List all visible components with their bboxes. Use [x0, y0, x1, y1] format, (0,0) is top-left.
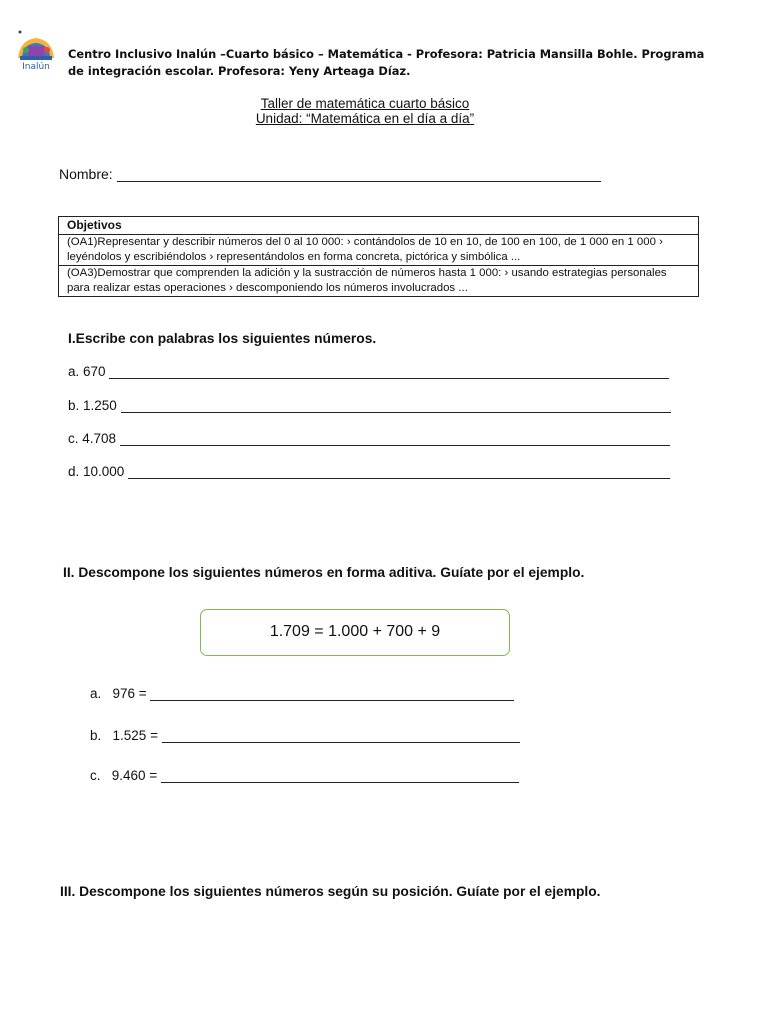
- section-1-item-a: [68, 364, 669, 379]
- item-label: d. 10.000: [68, 464, 125, 479]
- item-expression: 976 =: [112, 686, 147, 701]
- section-2-item-c: [90, 768, 519, 783]
- answer-line[interactable]: [109, 364, 669, 379]
- answer-line[interactable]: [161, 768, 519, 783]
- objectives-table: [58, 216, 699, 297]
- title-line-2: Unidad: “Matemática en el día a día”: [255, 111, 475, 126]
- section-2-item-a: [90, 686, 514, 701]
- section-1-item-c: [68, 431, 670, 446]
- school-logo: [14, 28, 58, 76]
- item-letter: b.: [90, 728, 102, 743]
- header-text: Centro Inclusivo Inalún –Cuarto básico – Matemática - Profesora: Patricia Mansilla Bohle. Programa de integración escolar. Profesora: Yeny Arteaga Díaz.: [68, 47, 705, 78]
- title-line-1: Taller de matemática cuarto básico: [260, 96, 470, 111]
- answer-line[interactable]: [121, 398, 671, 413]
- name-field: [59, 166, 601, 182]
- answer-line[interactable]: [120, 431, 670, 446]
- item-label: a. 670: [68, 364, 106, 379]
- section-2-title: II. Descompone los siguientes números en forma aditiva. Guíate por el ejemplo.: [63, 565, 585, 580]
- item-letter: c.: [90, 768, 101, 783]
- worksheet-title: [0, 96, 730, 126]
- logo-text: Inalún: [22, 62, 50, 72]
- item-expression: 9.460 =: [111, 768, 158, 783]
- section-1-title: I.Escribe con palabras los siguientes números.: [68, 331, 377, 346]
- section-3-title: III. Descompone los siguientes números según su posición. Guíate por el ejemplo.: [60, 884, 601, 899]
- example-box: [200, 609, 510, 656]
- item-letter: a.: [90, 686, 102, 701]
- item-expression: 1.525 =: [112, 728, 158, 743]
- answer-line[interactable]: [150, 686, 514, 701]
- answer-line[interactable]: [128, 464, 670, 479]
- objective-oa1: (OA1)Representar y describir números del 0 al 10 000: › contándolos de 10 en 10, de 100 en 100, de 1 000 en 1 000 › leyéndolos y escribiéndolos › representándolos en forma concreta, pictórica y simbólica ...: [59, 234, 698, 265]
- name-label: Nombre:: [59, 166, 113, 182]
- name-answer-line[interactable]: [117, 167, 601, 182]
- section-1-item-d: [68, 464, 670, 479]
- item-label: b. 1.250: [68, 398, 117, 413]
- objectives-heading: Objetivos: [67, 218, 122, 232]
- section-2-item-b: [90, 728, 520, 743]
- item-label: c. 4.708: [68, 431, 117, 446]
- section-1-item-b: [68, 398, 671, 413]
- objective-oa3: (OA3)Demostrar que comprenden la adición y la sustracción de números hasta 1 000: › usando estrategias personales para realizar estas operaciones › descomponiendo los números involucrados ...: [59, 265, 698, 296]
- answer-line[interactable]: [162, 728, 520, 743]
- example-text: 1.709 = 1.000 + 700 + 9: [269, 623, 441, 640]
